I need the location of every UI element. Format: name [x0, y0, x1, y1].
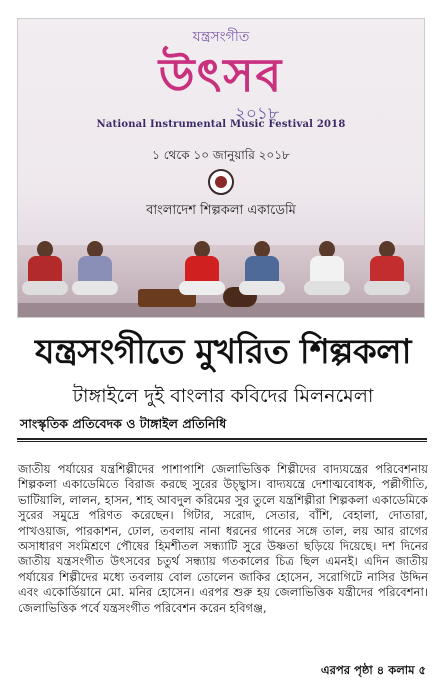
banner-english-title: National Instrumental Music Festival 2018 [96, 119, 346, 130]
divider [17, 438, 427, 440]
divider [17, 441, 427, 442]
banner-year: ২০১৮ [234, 104, 279, 124]
festival-photo [17, 18, 425, 318]
banner-date: ১ থেকে ১০ জানুয়ারি ২০১৮ [152, 148, 290, 162]
banner-title-small: যন্ত্রসংগীত [192, 29, 250, 45]
banner-title-big: উৎসব [158, 48, 284, 102]
article-byline: সাংস্কৃতিক প্রতিবেদক ও টাঙ্গাইল প্রতিনিধি [20, 416, 227, 431]
musician [26, 241, 64, 303]
musician [76, 241, 114, 303]
festival-banner [18, 19, 424, 218]
academy-logo-icon [208, 169, 234, 195]
stage [18, 245, 424, 317]
musician [243, 241, 281, 303]
article-subheadline: টাঙ্গাইলে দুই বাংলার কবিদের মিলনমেলা [72, 385, 374, 407]
continued-note: এরপর পৃষ্ঠা ৪ কলাম ৫ [320, 663, 426, 677]
stage-carpet [18, 303, 424, 317]
musician [308, 241, 346, 303]
article-headline: যন্ত্রসংগীতে মুখরিত শিল্পকলা [35, 332, 411, 372]
musician [183, 241, 221, 303]
banner-organizer: বাংলাদেশ শিল্পকলা একাডেমি [146, 203, 296, 218]
musician [368, 241, 406, 303]
article-body: জাতীয় পর্যায়ের যন্ত্রশিল্পীদের পাশাপাশি জেলাভিত্তিক শিল্পীদের বাদ্যযন্ত্রের পরিবেশনায় শিল্পকলা একাডেমিতে বিরাজ করছে সুরের উচ্ছ্বাস। বাদ্যযন্ত্রে দেশাত্মবোধক, পল্লীগীতি, ভাটিয়ালি, লালন, হাসন, শাহ আবদুল করিমের সুর তুলে যন্ত্রশিল্পীরা শিল্পকলা একাডেমিকে সুরের সমুদ্রে পরিণত করেছেন। গিটার, সরোদ, সেতার, বাঁশি, বেহালা, দোতারা, পাখওয়াজ, পারকাশন, ঢোল, তবলায় নানা ধরনের গানের সঙ্গে তাল, লয় আর রাগের অসাধারণ সংমিশ্রণে পৌষের হিমশীতল সন্ধ্যাটি সুরে উষ্ণতা ছড়িয়ে দিয়েছে। দশ দিনের জাতীয় যন্ত্রসংগীত উৎসবের চতুর্থ সন্ধ্যায় গতকালের চিত্র ছিল এমনই। এদিন জাতীয় পর্যায়ের শিল্পীদের মধ্যে তবলায় বোল তোলেন জাকির হোসেন, সরোগিটে নাসির উদ্দিন এবং একোর্ডিয়ানে মো. মনির হোসেন। এরপর শুরু হয় জেলাভিত্তিক যন্ত্রীদের পরিবেশনা। জেলাভিত্তিক পর্বে যন্ত্রসংগীত পরিবেশন করেন হবিগঞ্জ, [18, 462, 428, 615]
